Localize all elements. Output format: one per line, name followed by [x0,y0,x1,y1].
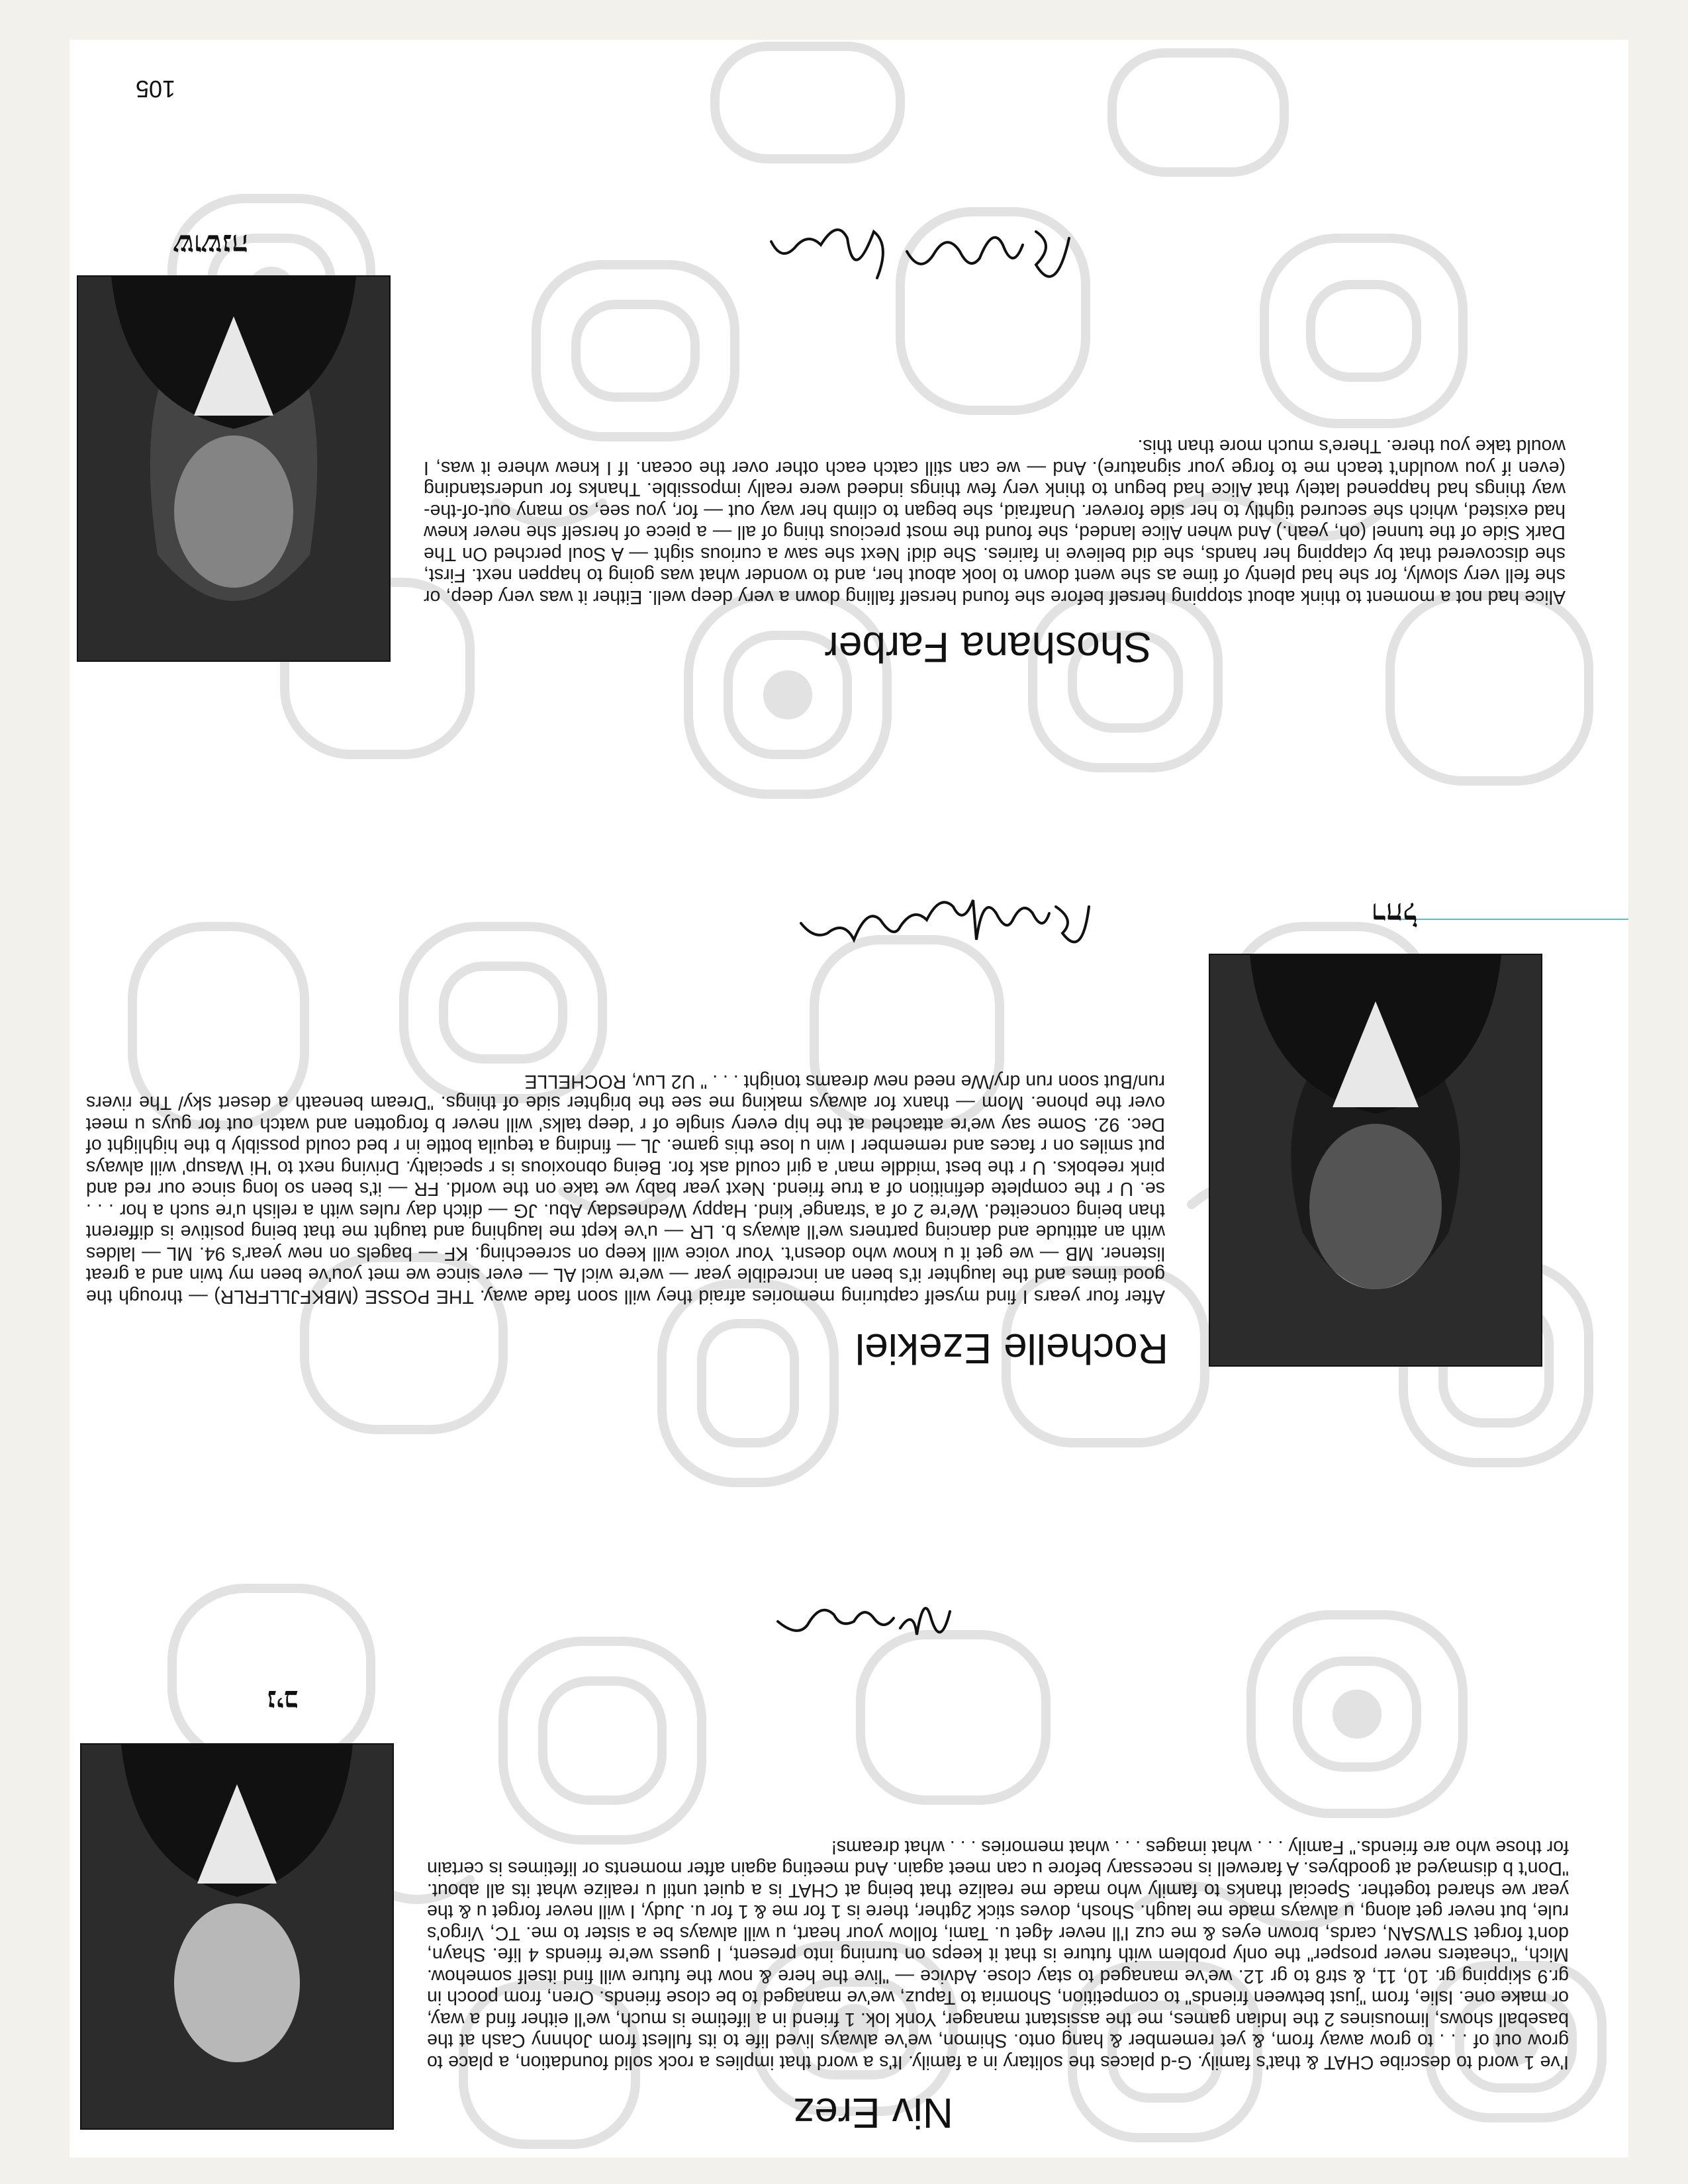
student-portrait-photo [80,1743,394,2130]
scanned-page [70,40,1628,2158]
student-name: Rochelle Ezekiel [855,1325,1168,1373]
signature-icon [738,893,1096,960]
signature-icon [745,1592,957,1658]
student-entry-rochelle-ezekiel [70,754,1628,1443]
student-name: Shoshana Farber [824,623,1152,671]
accent-line [1390,919,1628,920]
signature-icon [712,218,1082,298]
student-portrait-photo [77,275,391,662]
hebrew-name: רחל [1371,896,1417,930]
page-number: 105 [135,75,175,103]
student-bio: Alice had not a moment to think about stopping herself before she found herself falling down a very deep well. Either it was very deep, or she fell very slowly, for she had plenty of time as she went down to look about her, and to wonder what was going to happen next. First, she discovered that by clapping her hands, she did believe in fairies. She did! Next she saw a curious sight — A Soul perched On The Dark Side of the tunnel (oh, yeah.) And when Alice landed, she found the most precious thing of all — a piece of herself she never knew had existed, which she secured tightly to her side forever. Unafraid, she began to climb her way out — for, you see, so many out-of-the-way things had happened lately that Alice had begun to think very few things indeed were really impossible. Thanks for understanding (even if you wouldn't teach me to forge your signature). And — we can still catch each other over the ocean. If I knew where it was, I would take you there. There's much more than this. [424,435,1566,608]
portrait-silhouette-icon [81,1745,393,2128]
student-portrait-photo [1209,954,1542,1367]
student-bio: After four years I find myself capturing memories afraid they will soon fade away. THE POSSE (MBKFJLLFRLR) — through the good times and the laughter it's been an incredible year — we're wicl AL — ever since we met you've been my twin and a great listener. MB — we get it u know who doesn't. Your voice will keep on screeching. KF — bagels on new year's 94. ML — laldes with an attitude and dancing partners we'll always b. LR — u've kept me laughing and taught me that being positive is different than being conceited. We're 2 of a 'strange' kind. Happy Wednesday Abu. JG — ditch day rules with a relish u're such a hor . . . se. U r the complete definition of a true friend. Next year baby we take on the world. FR — it's been so long since our red and pink reeboks. U r the best 'middle man' a girl could ask for. Being obnoxious is r specialty. Driving next to 'Hi Wasup' will always put smiles on r faces and remember I win u lose this game. JL — finding a tequila bottle in r bed could possibly b the highlight of Dec. 92. Some say we're attached at the hip every single of r 'deep talks' will never b forgotten and watch out for guys u meet over the phone. Mom — thanx for always making me see the brighter side of things. "Dream beneath a desert sky/ The rivers run/But soon run dry/We need new dreams tonight . . . " U2 Luv, ROCHELLE [86,1071,1165,1307]
student-entry-niv-erez [70,1443,1628,2158]
hebrew-name: ניב [266,1684,298,1717]
hebrew-name: שושנה [173,228,248,261]
portrait-silhouette-icon [78,277,389,660]
student-name: Niv Erez [793,2089,953,2137]
portrait-silhouette-icon [1210,955,1541,1365]
student-bio: I've 1 word to describe CHAT & that's family. G-d places the solitary in a family. It's a word that implies a rock solid foundation, a place to grow out of . . . to grow away from, & yet remember & hang onto. Shimon, we've always lived life to its fullest from Johnny Cash at the baseball shows, limousines 2 the Indian games, me the assistant manager, Yonk lok. 1 friend in a lifetime is much, we'll either find a way, or make one. Islie, from "just between friends" to competition, Shomria to Tapuz, we've managed to be close friends. Oren, from pooch in gr.9 skipping gr. 10, 11, & str8 to gr 12. we've managed to stay close. Advice — "live the here & now the future will find itself somehow. Mich, "cheaters never prosper" the only problem with future is that it keeps on turning into present, I guess we're friends 4 life. Shayn, don't forget STWSAN, cards, brown eyes & me cuz I'll never 4get u. Tami, follow your heart, u will always be a sister to me. TC, Virgo's rule, but never get along, u always made me laugh. Shosh, doves stick 2gther, there is 1 for me & 1 for u. Judy, I will never forget u & the year we shared together. Special thanks to family who made me realize that being at CHAT is a quiet until u realize what its all about. "Don't b dismayed at goodbyes. A farewell is necessary before u can meet again. And meeting again after moments or lifetimes is certain for those who are friends." Family . . . what images . . . what memories . . . what dreams! [427,1837,1569,2073]
student-entry-shoshana-farber [70,40,1628,754]
